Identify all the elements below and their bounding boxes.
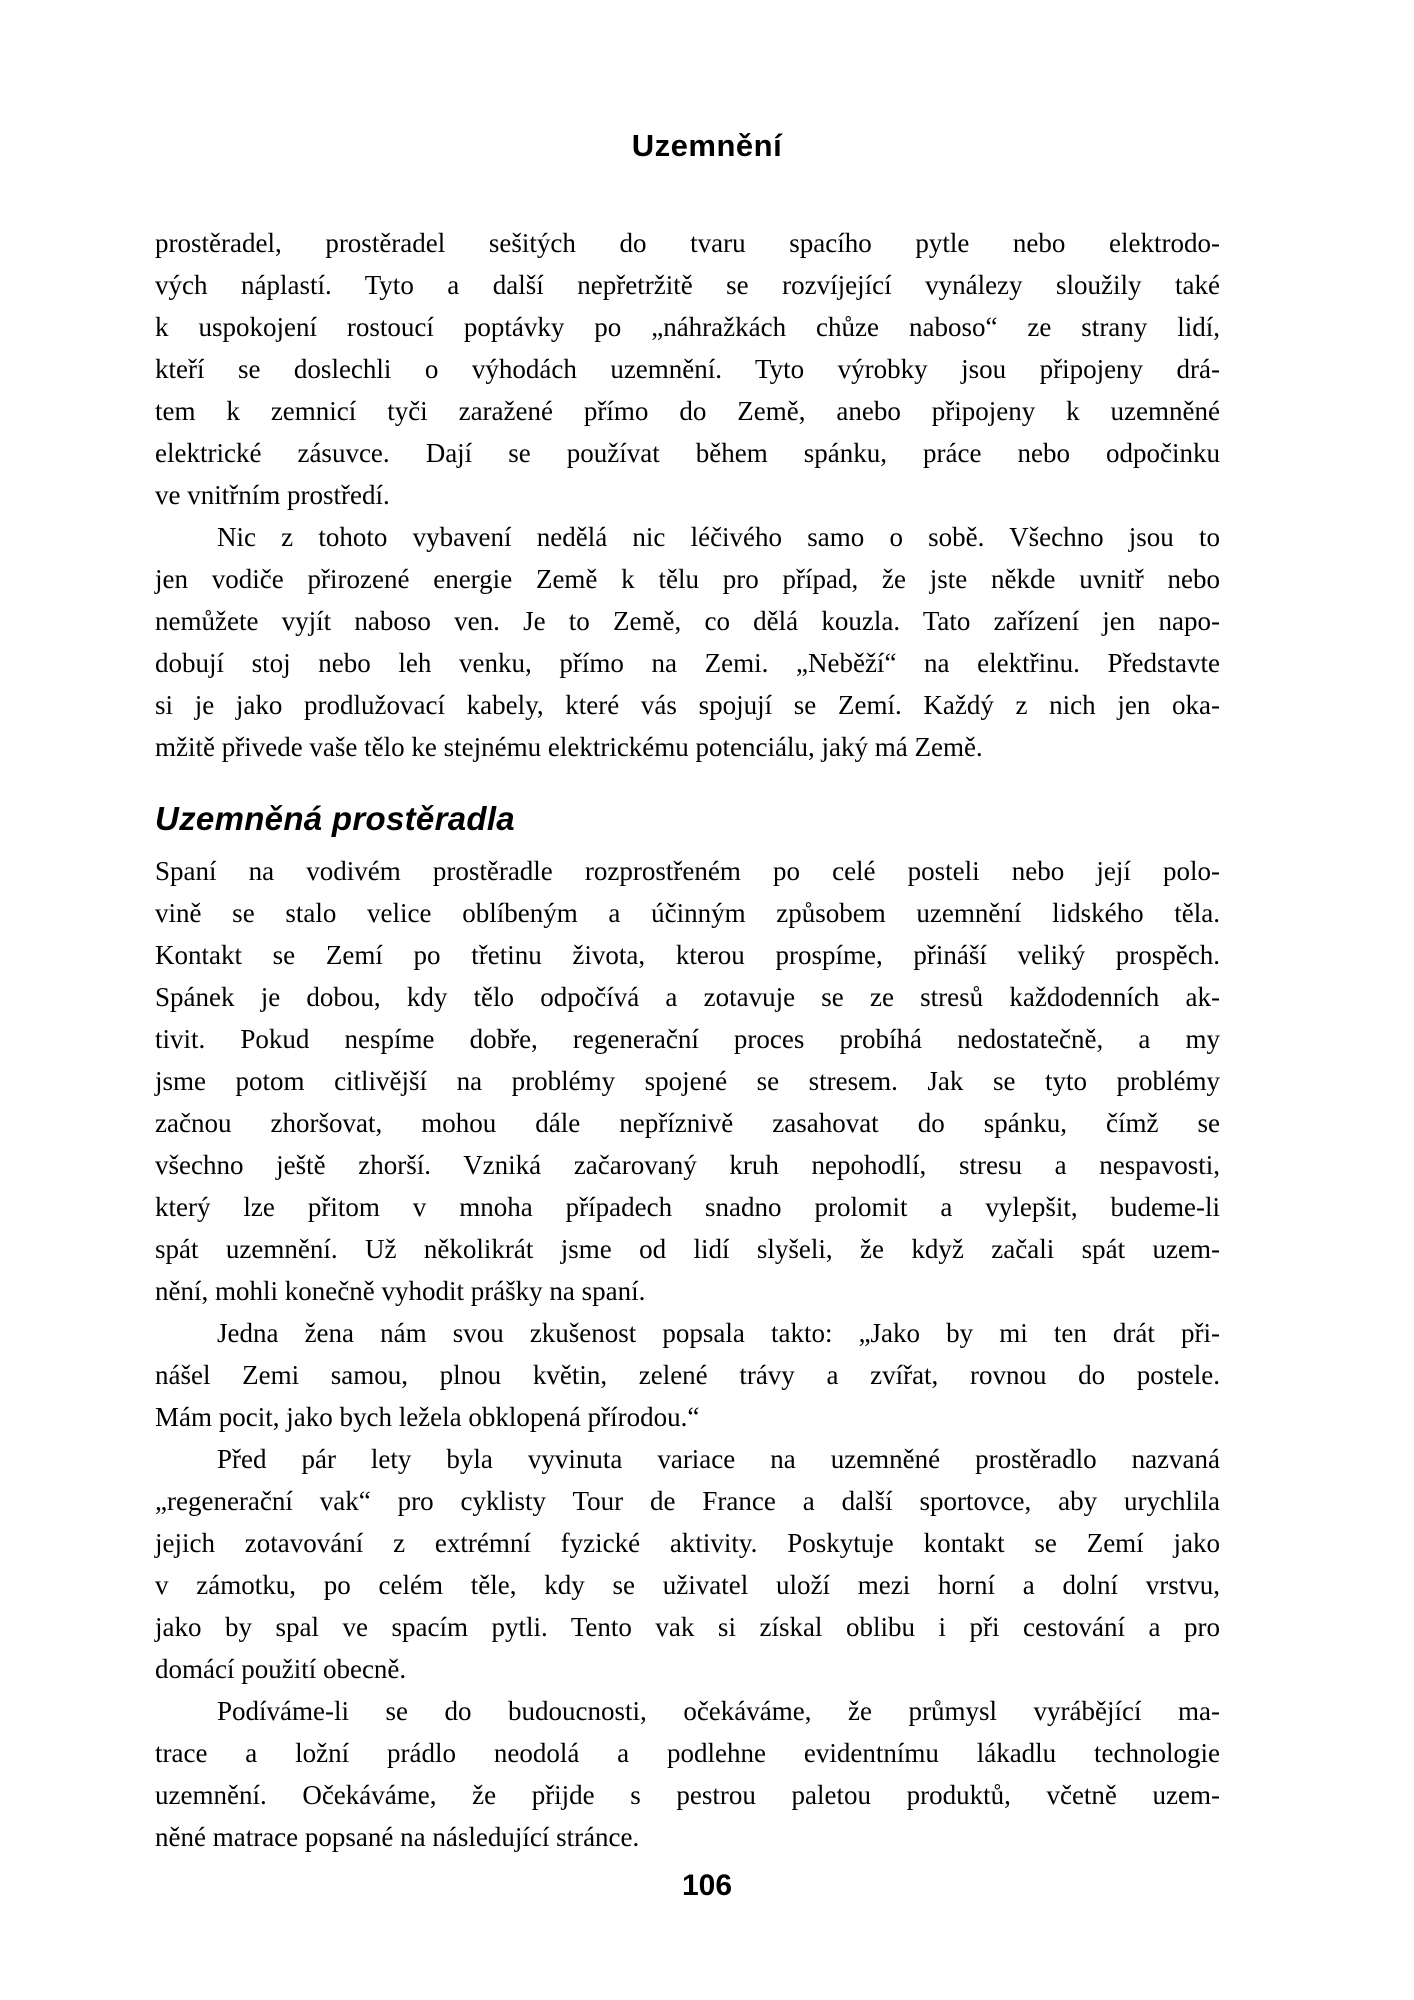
running-head: Uzemnění bbox=[631, 128, 783, 163]
section-heading: Uzemněná prostěradla bbox=[155, 800, 515, 837]
text-line: nění, mohli konečně vyhodit prášky na spaní. bbox=[155, 1276, 646, 1306]
text-line: Nic z tohoto vybavení nedělá nic léčivého samo o sobě. Všechno jsou to bbox=[217, 522, 1220, 552]
paragraph bbox=[155, 1438, 1220, 1690]
text-line: vých náplastí. Tyto a další nepřetržitě se rozvíjející vynálezy sloužily také bbox=[155, 270, 1220, 300]
text-line: začnou zhoršovat, mohou dále nepříznivě zasahovat do spánku, čímž se bbox=[155, 1108, 1220, 1138]
text-line: jen vodiče přirozené energie Země k tělu pro případ, že jste někde uvnitř nebo bbox=[155, 564, 1220, 594]
text-line: Před pár lety byla vyvinuta variace na uzemněné prostěradlo nazvaná bbox=[217, 1444, 1220, 1474]
text-line: tivit. Pokud nespíme dobře, regenerační proces probíhá nedostatečně, a my bbox=[155, 1024, 1220, 1054]
text-line: v zámotku, po celém těle, kdy se uživatel uloží mezi horní a dolní vrstvu, bbox=[155, 1570, 1220, 1600]
text-line: kteří se doslechli o výhodách uzemnění. Tyto výrobky jsou připojeny drá- bbox=[155, 354, 1220, 384]
text-line: trace a ložní prádlo neodolá a podlehne evidentnímu lákadlu technologie bbox=[155, 1738, 1220, 1768]
text-line: něné matrace popsané na následující stránce. bbox=[155, 1822, 640, 1852]
text-line: který lze přitom v mnoha případech snadno prolomit a vylepšit, budeme-li bbox=[155, 1192, 1220, 1222]
text-line: ve vnitřním prostředí. bbox=[155, 480, 390, 510]
page-number: 106 bbox=[681, 1869, 733, 1902]
text-line: Kontakt se Zemí po třetinu života, kterou prospíme, přináší veliký prospěch. bbox=[155, 940, 1220, 970]
text-line: vině se stalo velice oblíbeným a účinným způsobem uzemnění lidského těla. bbox=[155, 898, 1220, 928]
text-line: uzemnění. Očekáváme, že přijde s pestrou paletou produktů, včetně uzem- bbox=[155, 1780, 1220, 1810]
text-line: mžitě přivede vaše tělo ke stejnému elektrickému potenciálu, jaký má Země. bbox=[155, 732, 983, 762]
page-body bbox=[155, 222, 1220, 1858]
text-line: elektrické zásuvce. Dají se používat během spánku, práce nebo odpočinku bbox=[155, 438, 1220, 468]
paragraph bbox=[155, 516, 1220, 768]
text-line: Mám pocit, jako bych ležela obklopená přírodou.“ bbox=[155, 1402, 700, 1432]
text-line: jejich zotavování z extrémní fyzické aktivity. Poskytuje kontakt se Zemí jako bbox=[155, 1528, 1220, 1558]
text-line: Podíváme-li se do budoucnosti, očekáváme, že průmysl vyrábějící ma- bbox=[217, 1696, 1220, 1726]
text-line: nášel Zemi samou, plnou květin, zelené trávy a zvířat, rovnou do postele. bbox=[155, 1360, 1220, 1390]
text-line: spát uzemnění. Už několikrát jsme od lidí slyšeli, že když začali spát uzem- bbox=[155, 1234, 1220, 1264]
text-line: nemůžete vyjít naboso ven. Je to Země, co dělá kouzla. Tato zařízení jen napo- bbox=[155, 606, 1220, 636]
text-line: dobují stoj nebo leh venku, přímo na Zemi. „Neběží“ na elektřinu. Představte bbox=[155, 648, 1220, 678]
text-line: jsme potom citlivější na problémy spojené se stresem. Jak se tyto problémy bbox=[155, 1066, 1220, 1096]
paragraph bbox=[155, 850, 1220, 1312]
text-line: domácí použití obecně. bbox=[155, 1654, 407, 1684]
text-line: prostěradel, prostěradel sešitých do tvaru spacího pytle nebo elektrodo- bbox=[155, 228, 1220, 258]
text-line: Jedna žena nám svou zkušenost popsala takto: „Jako by mi ten drát při- bbox=[217, 1318, 1220, 1348]
paragraph bbox=[155, 1690, 1220, 1858]
paragraph bbox=[155, 1312, 1220, 1438]
text-line: si je jako prodlužovací kabely, které vás spojují se Zemí. Každý z nich jen oka- bbox=[155, 690, 1220, 720]
text-line: k uspokojení rostoucí poptávky po „náhražkách chůze naboso“ ze strany lidí, bbox=[155, 312, 1220, 342]
text-line: Spánek je dobou, kdy tělo odpočívá a zotavuje se ze stresů každodenních ak- bbox=[155, 982, 1220, 1012]
text-line: tem k zemnicí tyči zaražené přímo do Země, anebo připojeny k uzemněné bbox=[155, 396, 1220, 426]
text-line: všechno ještě zhorší. Vzniká začarovaný kruh nepohodlí, stresu a nespavosti, bbox=[155, 1150, 1220, 1180]
text-line: „regenerační vak“ pro cyklisty Tour de France a další sportovce, aby urychlila bbox=[155, 1486, 1220, 1516]
text-line: jako by spal ve spacím pytli. Tento vak si získal oblibu i při cestování a pro bbox=[155, 1612, 1220, 1642]
text-line: Spaní na vodivém prostěradle rozprostřeném po celé posteli nebo její polo- bbox=[155, 856, 1220, 886]
paragraph bbox=[155, 222, 1220, 516]
